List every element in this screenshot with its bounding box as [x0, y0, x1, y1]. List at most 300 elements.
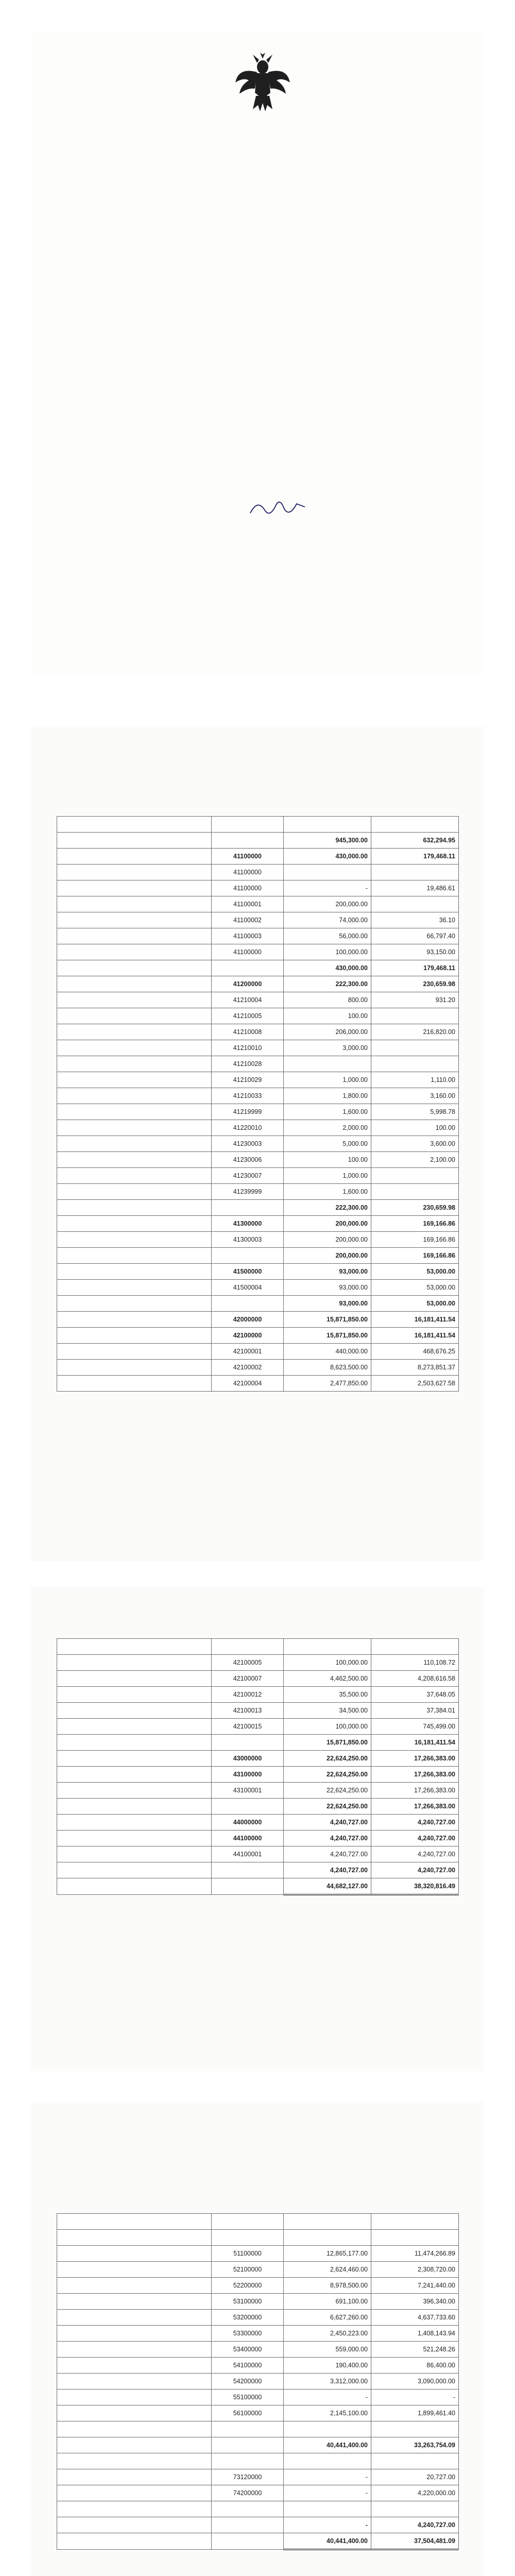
revenue-ledger-page [0, 706, 515, 1566]
budget-amount-cell: 56,000.00 [284, 928, 371, 944]
budget-amount-cell: 190,400.00 [284, 2358, 371, 2374]
row-label-cell [57, 1200, 212, 1216]
table-row [57, 1360, 459, 1376]
table-row [57, 1846, 459, 1862]
account-code-cell: 42100013 [212, 1703, 284, 1719]
table-row [57, 2294, 459, 2310]
budget-amount-cell: 430,000.00 [284, 849, 371, 865]
account-code-cell: 55100000 [212, 2389, 284, 2405]
row-label-cell [57, 2533, 212, 2550]
account-code-cell: 41210008 [212, 1024, 284, 1040]
budget-amount-cell: 8,623,500.00 [284, 1360, 371, 1376]
account-code-cell: 42100000 [212, 1328, 284, 1344]
table-row [57, 2421, 459, 2437]
table-row [57, 1751, 459, 1767]
row-label-cell [57, 976, 212, 992]
actual-amount-cell: 33,263,754.09 [371, 2437, 459, 2453]
row-label-cell [57, 2389, 212, 2405]
column-header [212, 2214, 284, 2230]
row-label-cell [57, 1232, 212, 1248]
table-row [57, 1248, 459, 1264]
account-code-cell [212, 2533, 284, 2550]
budget-amount-cell: 100,000.00 [284, 1655, 371, 1671]
actual-amount-cell: 16,181,411.54 [371, 1328, 459, 1344]
actual-amount-cell: 521,248.26 [371, 2342, 459, 2358]
actual-amount-cell: 1,408,143.94 [371, 2326, 459, 2342]
budget-amount-cell: 100,000.00 [284, 1719, 371, 1735]
account-code-cell: 42100012 [212, 1687, 284, 1703]
actual-amount-cell: 4,240,727.00 [371, 1815, 459, 1831]
account-code-cell: 43100000 [212, 1767, 284, 1783]
row-label-cell [57, 1862, 212, 1878]
budget-amount-cell: 8,978,500.00 [284, 2278, 371, 2294]
account-code-cell: 53200000 [212, 2310, 284, 2326]
table-row [57, 1344, 459, 1360]
actual-amount-cell [371, 1008, 459, 1024]
table-row [57, 2453, 459, 2469]
actual-amount-cell: 7,241,440.00 [371, 2278, 459, 2294]
row-label-cell [57, 1120, 212, 1136]
row-label-cell [57, 944, 212, 960]
row-label-cell [57, 2326, 212, 2342]
actual-amount-cell: 3,160.00 [371, 1088, 459, 1104]
account-code-cell: 41500000 [212, 1264, 284, 1280]
column-header [284, 2214, 371, 2230]
row-label-cell [57, 2246, 212, 2262]
row-label-cell [57, 1815, 212, 1831]
actual-amount-cell: 5,998.78 [371, 1104, 459, 1120]
account-code-cell: 52100000 [212, 2262, 284, 2278]
row-label-cell [57, 912, 212, 928]
account-code-cell: 42100001 [212, 1344, 284, 1360]
account-code-cell [212, 2501, 284, 2517]
account-code-cell [212, 1735, 284, 1751]
budget-amount-cell: 2,624,460.00 [284, 2262, 371, 2278]
budget-amount-cell: 559,000.00 [284, 2342, 371, 2358]
table-row [57, 1831, 459, 1846]
account-code-cell: 54100000 [212, 2358, 284, 2374]
table-row [57, 1264, 459, 1280]
account-code-cell: 41200000 [212, 976, 284, 992]
budget-amount-cell: 93,000.00 [284, 1264, 371, 1280]
account-code-cell [212, 1799, 284, 1815]
actual-amount-cell: 1,110.00 [371, 1072, 459, 1088]
table-row [57, 960, 459, 976]
account-code-cell: 41210004 [212, 992, 284, 1008]
table-row [57, 880, 459, 896]
actual-amount-cell: 169,166.86 [371, 1216, 459, 1232]
table-row [57, 1767, 459, 1783]
column-header [371, 2214, 459, 2230]
table-row [57, 928, 459, 944]
budget-amount-cell: 2,000.00 [284, 1120, 371, 1136]
account-code-cell: 42100007 [212, 1671, 284, 1687]
budget-amount-cell: 3,312,000.00 [284, 2374, 371, 2389]
row-label-cell [57, 2374, 212, 2389]
row-label-cell [57, 1671, 212, 1687]
budget-amount-cell [284, 1056, 371, 1072]
table-row [57, 1655, 459, 1671]
budget-amount-cell: 800.00 [284, 992, 371, 1008]
table-header-row [57, 2214, 459, 2230]
actual-amount-cell: - [371, 2389, 459, 2405]
budget-amount-cell: 945,300.00 [284, 833, 371, 849]
account-code-cell: 51100000 [212, 2246, 284, 2262]
account-code-cell: 41230007 [212, 1168, 284, 1184]
budget-amount-cell: 22,624,250.00 [284, 1799, 371, 1815]
account-code-cell: 43100001 [212, 1783, 284, 1799]
table-row [57, 1056, 459, 1072]
account-code-cell: 44100001 [212, 1846, 284, 1862]
row-label-cell [57, 1360, 212, 1376]
table-row [57, 1862, 459, 1878]
actual-amount-cell [371, 2230, 459, 2246]
account-code-cell: 41500004 [212, 1280, 284, 1296]
actual-amount-cell: 216,820.00 [371, 1024, 459, 1040]
actual-amount-cell: 86,400.00 [371, 2358, 459, 2374]
actual-amount-cell [371, 1168, 459, 1184]
budget-amount-cell: 3,000.00 [284, 1040, 371, 1056]
actual-amount-cell [371, 2453, 459, 2469]
budget-amount-cell [284, 2453, 371, 2469]
account-code-cell: 52200000 [212, 2278, 284, 2294]
actual-amount-cell: 37,504,481.09 [371, 2533, 459, 2550]
budget-amount-cell: 4,240,727.00 [284, 1831, 371, 1846]
actual-amount-cell: 53,000.00 [371, 1264, 459, 1280]
budget-amount-cell: 1,800.00 [284, 1088, 371, 1104]
table-row [57, 976, 459, 992]
budget-amount-cell: 100,000.00 [284, 944, 371, 960]
table-row [57, 1168, 459, 1184]
budget-amount-cell: 440,000.00 [284, 1344, 371, 1360]
table-row [57, 896, 459, 912]
table-row [57, 1104, 459, 1120]
actual-amount-cell [371, 1184, 459, 1200]
budget-amount-cell: 12,865,177.00 [284, 2246, 371, 2262]
account-code-cell: 41100000 [212, 944, 284, 960]
row-label-cell [57, 1040, 212, 1056]
actual-amount-cell [371, 2421, 459, 2437]
account-code-cell: 41300000 [212, 1216, 284, 1232]
row-label-cell [57, 865, 212, 880]
actual-amount-cell: 396,340.00 [371, 2294, 459, 2310]
actual-amount-cell: 11,474,266.89 [371, 2246, 459, 2262]
table-row [57, 1184, 459, 1200]
announcement-paragraph-2 [88, 335, 422, 392]
row-label-cell [57, 2405, 212, 2421]
table-row [57, 2405, 459, 2421]
row-label-cell [57, 1024, 212, 1040]
budget-amount-cell: - [284, 2485, 371, 2501]
account-code-cell: 54200000 [212, 2374, 284, 2389]
table-row [57, 2501, 459, 2517]
actual-amount-cell: 66,797.40 [371, 928, 459, 944]
table-row [57, 2374, 459, 2389]
actual-amount-cell: 632,294.95 [371, 833, 459, 849]
actual-amount-cell [371, 1056, 459, 1072]
account-code-cell: 56100000 [212, 2405, 284, 2421]
expense-table [57, 2213, 459, 2550]
table-row [57, 1328, 459, 1344]
column-header [284, 1639, 371, 1655]
account-code-cell: 41300003 [212, 1232, 284, 1248]
account-code-cell: 43000000 [212, 1751, 284, 1767]
table-row [57, 2326, 459, 2342]
revenue-table [57, 816, 459, 1392]
table-row [57, 1878, 459, 1895]
actual-amount-cell: 4,208,616.58 [371, 1671, 459, 1687]
table-row [57, 833, 459, 849]
row-label-cell [57, 1719, 212, 1735]
row-label-cell [57, 833, 212, 849]
table-row [57, 2533, 459, 2550]
actual-amount-cell: 169,166.86 [371, 1232, 459, 1248]
row-label-cell [57, 1296, 212, 1312]
account-code-cell: 41210028 [212, 1056, 284, 1072]
account-code-cell [212, 2421, 284, 2437]
table-row [57, 1735, 459, 1751]
row-label-cell [57, 2342, 212, 2358]
actual-amount-cell: 1,899,461.40 [371, 2405, 459, 2421]
account-code-cell: 53400000 [212, 2342, 284, 2358]
account-code-cell [212, 1248, 284, 1264]
account-code-cell: 41230003 [212, 1136, 284, 1152]
table-row [57, 2342, 459, 2358]
account-code-cell [212, 2517, 284, 2533]
budget-amount-cell: 93,000.00 [284, 1296, 371, 1312]
row-label-cell [57, 1136, 212, 1152]
budget-amount-cell [284, 2230, 371, 2246]
table-row [57, 2389, 459, 2405]
actual-amount-cell: 38,320,816.49 [371, 1878, 459, 1895]
actual-amount-cell: 16,181,411.54 [371, 1312, 459, 1328]
budget-amount-cell [284, 865, 371, 880]
account-code-cell: 41100001 [212, 896, 284, 912]
row-label-cell [57, 1216, 212, 1232]
budget-amount-cell: 1,600.00 [284, 1104, 371, 1120]
table-row [57, 1280, 459, 1296]
handwritten-signature [247, 495, 309, 520]
table-row [57, 1719, 459, 1735]
table-row [57, 1815, 459, 1831]
actual-amount-cell: 110,108.72 [371, 1655, 459, 1671]
actual-amount-cell: 19,486.61 [371, 880, 459, 896]
row-label-cell [57, 1072, 212, 1088]
row-label-cell [57, 1767, 212, 1783]
row-label-cell [57, 1280, 212, 1296]
budget-amount-cell: 100.00 [284, 1152, 371, 1168]
row-label-cell [57, 2358, 212, 2374]
table-row [57, 2469, 459, 2485]
row-label-cell [57, 1184, 212, 1200]
budget-amount-cell: - [284, 2469, 371, 2485]
budget-amount-cell: 1,000.00 [284, 1072, 371, 1088]
actual-amount-cell [371, 2501, 459, 2517]
table-row [57, 1703, 459, 1719]
budget-amount-cell: 2,477,850.00 [284, 1376, 371, 1392]
column-header [371, 1639, 459, 1655]
row-label-cell [57, 2230, 212, 2246]
actual-amount-cell: 37,384.01 [371, 1703, 459, 1719]
revenue-rows [57, 833, 459, 1392]
budget-amount-cell [284, 2501, 371, 2517]
budget-amount-cell: 6,627,260.00 [284, 2310, 371, 2326]
row-label-cell [57, 1056, 212, 1072]
budget-amount-cell: 22,624,250.00 [284, 1751, 371, 1767]
row-label-cell [57, 992, 212, 1008]
revenue-continued-page [0, 1577, 515, 2081]
table-row [57, 2246, 459, 2262]
account-code-cell [212, 1862, 284, 1878]
actual-amount-cell: 53,000.00 [371, 1296, 459, 1312]
budget-amount-cell: 430,000.00 [284, 960, 371, 976]
budget-amount-cell: 15,871,850.00 [284, 1328, 371, 1344]
table-row [57, 992, 459, 1008]
actual-amount-cell: 4,220,000.00 [371, 2485, 459, 2501]
account-code-cell: 44100000 [212, 1831, 284, 1846]
account-code-cell: 41220010 [212, 1120, 284, 1136]
table-row [57, 1312, 459, 1328]
row-label-cell [57, 1168, 212, 1184]
table-row [57, 865, 459, 880]
table-row [57, 2358, 459, 2374]
announcement-page [0, 0, 515, 696]
row-label-cell [57, 1751, 212, 1767]
actual-amount-cell [371, 865, 459, 880]
account-code-cell: 53300000 [212, 2326, 284, 2342]
budget-amount-cell: 100.00 [284, 1008, 371, 1024]
table-row [57, 944, 459, 960]
actual-amount-cell: 179,468.11 [371, 960, 459, 976]
actual-amount-cell: 745,499.00 [371, 1719, 459, 1735]
budget-amount-cell: 200,000.00 [284, 1248, 371, 1264]
actual-amount-cell: 230,659.98 [371, 1200, 459, 1216]
account-code-cell: 42000000 [212, 1312, 284, 1328]
account-code-cell [212, 2453, 284, 2469]
row-label-cell [57, 1264, 212, 1280]
table-row [57, 1296, 459, 1312]
budget-amount-cell: 2,145,100.00 [284, 2405, 371, 2421]
actual-amount-cell: 931.20 [371, 992, 459, 1008]
account-code-cell: 41210029 [212, 1072, 284, 1088]
budget-amount-cell: 44,682,127.00 [284, 1878, 371, 1895]
row-label-cell [57, 1152, 212, 1168]
account-code-cell: 53100000 [212, 2294, 284, 2310]
table-row [57, 2230, 459, 2246]
budget-amount-cell: 22,624,250.00 [284, 1767, 371, 1783]
row-label-cell [57, 928, 212, 944]
announcement-paragraph-1 [88, 170, 422, 325]
account-code-cell: 41100000 [212, 880, 284, 896]
actual-amount-cell: 2,308,720.00 [371, 2262, 459, 2278]
table-row [57, 912, 459, 928]
budget-amount-cell: 1,600.00 [284, 1184, 371, 1200]
account-code-cell: 42100015 [212, 1719, 284, 1735]
row-label-cell [57, 880, 212, 896]
actual-amount-cell: 17,266,383.00 [371, 1799, 459, 1815]
actual-amount-cell: 2,503,627.58 [371, 1376, 459, 1392]
column-header [371, 817, 459, 833]
actual-amount-cell: 169,166.86 [371, 1248, 459, 1264]
budget-amount-cell: 4,240,727.00 [284, 1815, 371, 1831]
column-header [57, 2214, 212, 2230]
account-code-cell: 42100002 [212, 1360, 284, 1376]
account-code-cell: 41239999 [212, 1184, 284, 1200]
budget-amount-cell: 200,000.00 [284, 1232, 371, 1248]
budget-amount-cell: 200,000.00 [284, 1216, 371, 1232]
budget-amount-cell: 2,450,223.00 [284, 2326, 371, 2342]
account-code-cell [212, 1296, 284, 1312]
budget-amount-cell: 35,500.00 [284, 1687, 371, 1703]
budget-amount-cell: 22,624,250.00 [284, 1783, 371, 1799]
row-label-cell [57, 2469, 212, 2485]
budget-amount-cell: 4,462,500.00 [284, 1671, 371, 1687]
row-label-cell [57, 2262, 212, 2278]
actual-amount-cell: 4,240,727.00 [371, 1862, 459, 1878]
table-row [57, 1216, 459, 1232]
account-code-cell: 44000000 [212, 1815, 284, 1831]
budget-amount-cell: - [284, 880, 371, 896]
row-label-cell [57, 1846, 212, 1862]
actual-amount-cell: 53,000.00 [371, 1280, 459, 1296]
account-code-cell: 41210033 [212, 1088, 284, 1104]
actual-amount-cell: 230,659.98 [371, 976, 459, 992]
account-code-cell: 74200000 [212, 2485, 284, 2501]
account-code-cell [212, 2230, 284, 2246]
budget-amount-cell: 222,300.00 [284, 976, 371, 992]
column-header [212, 817, 284, 833]
table-header-row [57, 817, 459, 833]
table-row [57, 1120, 459, 1136]
account-code-cell: 41219999 [212, 1104, 284, 1120]
revenue-continued-rows [57, 1655, 459, 1895]
actual-amount-cell: 468,676.25 [371, 1344, 459, 1360]
actual-amount-cell [371, 896, 459, 912]
table-row [57, 1024, 459, 1040]
account-code-cell: 41100000 [212, 865, 284, 880]
actual-amount-cell [371, 1040, 459, 1056]
row-label-cell [57, 1344, 212, 1360]
row-label-cell [57, 2517, 212, 2533]
account-code-cell: 41230006 [212, 1152, 284, 1168]
row-label-cell [57, 960, 212, 976]
table-row [57, 1152, 459, 1168]
account-code-cell [212, 1878, 284, 1895]
table-row [57, 1200, 459, 1216]
row-label-cell [57, 2485, 212, 2501]
row-label-cell [57, 1687, 212, 1703]
table-row [57, 1376, 459, 1392]
row-label-cell [57, 1104, 212, 1120]
actual-amount-cell: 3,090,000.00 [371, 2374, 459, 2389]
actual-amount-cell: 37,648.05 [371, 1687, 459, 1703]
row-label-cell [57, 1703, 212, 1719]
actual-amount-cell: 100.00 [371, 1120, 459, 1136]
account-code-cell [212, 1200, 284, 1216]
actual-amount-cell: 4,240,727.00 [371, 2517, 459, 2533]
row-label-cell [57, 1376, 212, 1392]
actual-amount-cell: 2,100.00 [371, 1152, 459, 1168]
table-row [57, 1040, 459, 1056]
budget-amount-cell: 4,240,727.00 [284, 1862, 371, 1878]
account-code-cell [212, 2437, 284, 2453]
budget-amount-cell: 1,000.00 [284, 1168, 371, 1184]
table-row [57, 2262, 459, 2278]
budget-amount-cell: 40,441,400.00 [284, 2437, 371, 2453]
table-row [57, 1671, 459, 1687]
actual-amount-cell: 4,240,727.00 [371, 1846, 459, 1862]
budget-amount-cell: 74,000.00 [284, 912, 371, 928]
